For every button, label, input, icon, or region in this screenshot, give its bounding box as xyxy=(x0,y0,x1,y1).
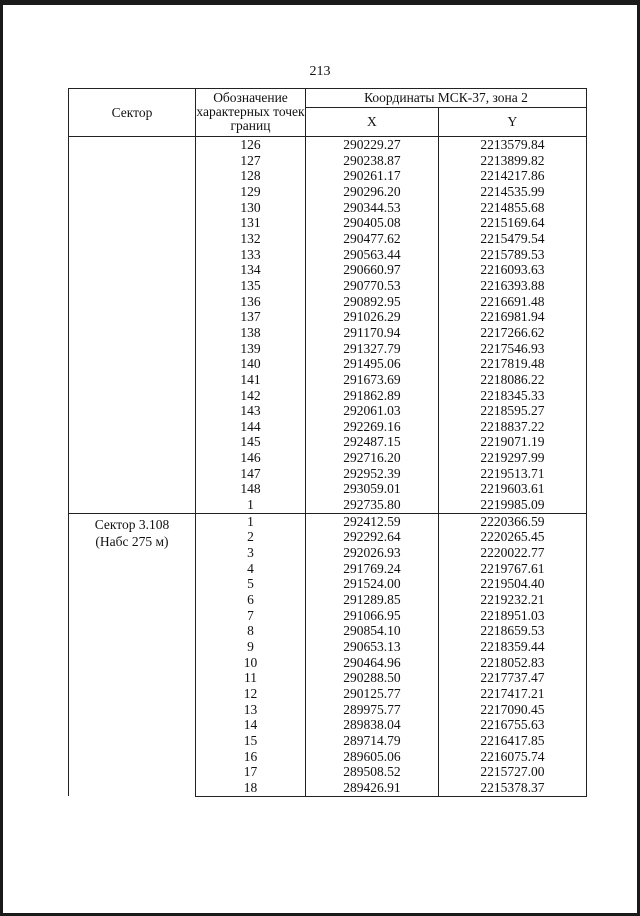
y-coordinate-cell: 2216755.63 xyxy=(438,717,586,733)
y-coordinate-cell: 2218086.22 xyxy=(438,372,586,388)
x-coordinate-cell: 290660.97 xyxy=(306,262,439,278)
y-coordinate-cell: 2218345.33 xyxy=(438,388,586,404)
x-coordinate-cell: 290344.53 xyxy=(306,200,439,216)
y-coordinate-cell: 2219985.09 xyxy=(438,497,586,513)
y-coordinate-cell: 2216691.48 xyxy=(438,294,586,310)
point-number-cell: 134 xyxy=(196,262,306,278)
x-coordinate-cell: 290477.62 xyxy=(306,231,439,247)
point-number-cell: 141 xyxy=(196,372,306,388)
point-number-cell: 9 xyxy=(196,639,306,655)
table-row xyxy=(69,513,587,529)
y-coordinate-cell: 2217417.21 xyxy=(438,686,586,702)
x-coordinate-cell: 289838.04 xyxy=(306,717,439,733)
y-coordinate-cell: 2217090.45 xyxy=(438,702,586,718)
y-coordinate-cell: 2219297.99 xyxy=(438,450,586,466)
x-coordinate-cell: 290653.13 xyxy=(306,639,439,655)
point-number-cell: 1 xyxy=(196,513,306,529)
y-coordinate-cell: 2219767.61 xyxy=(438,561,586,577)
point-number-cell: 127 xyxy=(196,153,306,169)
point-number-cell: 1 xyxy=(196,497,306,513)
y-coordinate-cell: 2216393.88 xyxy=(438,278,586,294)
y-coordinate-cell: 2218595.27 xyxy=(438,403,586,419)
x-coordinate-cell: 291066.95 xyxy=(306,608,439,624)
x-coordinate-cell: 290854.10 xyxy=(306,623,439,639)
x-coordinate-cell: 290125.77 xyxy=(306,686,439,702)
y-coordinate-cell: 2218837.22 xyxy=(438,419,586,435)
point-number-cell: 145 xyxy=(196,434,306,450)
point-number-cell: 147 xyxy=(196,466,306,482)
point-number-cell: 3 xyxy=(196,545,306,561)
y-coordinate-cell: 2217737.47 xyxy=(438,670,586,686)
point-number-cell: 6 xyxy=(196,592,306,608)
point-number-cell: 139 xyxy=(196,341,306,357)
x-coordinate-cell: 289426.91 xyxy=(306,780,439,796)
coordinates-header: Координаты МСК-37, зона 2 xyxy=(306,89,587,108)
x-coordinate-cell: 292269.16 xyxy=(306,419,439,435)
point-number-cell: 142 xyxy=(196,388,306,404)
x-coordinate-cell: 291524.00 xyxy=(306,576,439,592)
point-number-cell: 131 xyxy=(196,215,306,231)
x-coordinate-cell: 290405.08 xyxy=(306,215,439,231)
y-coordinate-cell: 2217546.93 xyxy=(438,341,586,357)
table-body xyxy=(69,137,587,797)
point-number-cell: 133 xyxy=(196,247,306,263)
point-mark-column-header: Обозначение характерных точек границ xyxy=(196,89,306,137)
table-row xyxy=(69,137,587,153)
y-coordinate-cell: 2213579.84 xyxy=(438,137,586,153)
point-number-cell: 5 xyxy=(196,576,306,592)
point-number-cell: 130 xyxy=(196,200,306,216)
x-coordinate-cell: 291495.06 xyxy=(306,356,439,372)
y-coordinate-cell: 2214535.99 xyxy=(438,184,586,200)
point-number-cell: 140 xyxy=(196,356,306,372)
y-coordinate-cell: 2219603.61 xyxy=(438,481,586,497)
point-number-cell: 17 xyxy=(196,764,306,780)
x-coordinate-cell: 293059.01 xyxy=(306,481,439,497)
point-number-cell: 12 xyxy=(196,686,306,702)
point-number-cell: 11 xyxy=(196,670,306,686)
point-number-cell: 13 xyxy=(196,702,306,718)
x-coordinate-cell: 290563.44 xyxy=(306,247,439,263)
sector-column-header: Сектор xyxy=(69,89,196,137)
table-header xyxy=(69,89,587,137)
x-coordinate-cell: 291170.94 xyxy=(306,325,439,341)
y-coordinate-cell: 2216417.85 xyxy=(438,733,586,749)
x-coordinate-cell: 290770.53 xyxy=(306,278,439,294)
x-coordinate-cell: 291026.29 xyxy=(306,309,439,325)
x-coordinate-cell: 289508.52 xyxy=(306,764,439,780)
point-number-cell: 8 xyxy=(196,623,306,639)
x-coordinate-cell: 291862.89 xyxy=(306,388,439,404)
x-coordinate-cell: 292487.15 xyxy=(306,434,439,450)
y-coordinate-cell: 2213899.82 xyxy=(438,153,586,169)
y-coordinate-cell: 2216093.63 xyxy=(438,262,586,278)
point-number-cell: 15 xyxy=(196,733,306,749)
x-coordinate-cell: 292716.20 xyxy=(306,450,439,466)
x-coordinate-cell: 289975.77 xyxy=(306,702,439,718)
y-coordinate-cell: 2217266.62 xyxy=(438,325,586,341)
point-number-cell: 129 xyxy=(196,184,306,200)
y-coordinate-cell: 2218052.83 xyxy=(438,655,586,671)
point-number-cell: 18 xyxy=(196,780,306,796)
y-coordinate-cell: 2220366.59 xyxy=(438,513,586,529)
point-number-cell: 143 xyxy=(196,403,306,419)
y-coordinate-cell: 2216075.74 xyxy=(438,749,586,765)
point-number-cell: 4 xyxy=(196,561,306,577)
point-number-cell: 138 xyxy=(196,325,306,341)
coordinates-table xyxy=(68,88,587,797)
x-coordinate-cell: 290464.96 xyxy=(306,655,439,671)
x-coordinate-cell: 290288.50 xyxy=(306,670,439,686)
y-coordinate-cell: 2215479.54 xyxy=(438,231,586,247)
y-coordinate-cell: 2219504.40 xyxy=(438,576,586,592)
point-number-cell: 144 xyxy=(196,419,306,435)
point-number-cell: 7 xyxy=(196,608,306,624)
x-coordinate-cell: 290229.27 xyxy=(306,137,439,153)
x-coordinate-cell: 289714.79 xyxy=(306,733,439,749)
point-number-cell: 148 xyxy=(196,481,306,497)
x-coordinate-cell: 292412.59 xyxy=(306,513,439,529)
point-number-cell: 10 xyxy=(196,655,306,671)
point-number-cell: 137 xyxy=(196,309,306,325)
y-coordinate-cell: 2220022.77 xyxy=(438,545,586,561)
y-coordinate-cell: 2214855.68 xyxy=(438,200,586,216)
x-coordinate-cell: 289605.06 xyxy=(306,749,439,765)
page-number: 213 xyxy=(309,64,331,79)
point-number-cell: 126 xyxy=(196,137,306,153)
point-number-cell: 136 xyxy=(196,294,306,310)
point-number-cell: 146 xyxy=(196,450,306,466)
y-coordinate-cell: 2219071.19 xyxy=(438,434,586,450)
point-number-cell: 132 xyxy=(196,231,306,247)
x-coordinate-cell: 290296.20 xyxy=(306,184,439,200)
y-column-header: Y xyxy=(438,108,586,137)
point-number-cell: 128 xyxy=(196,168,306,184)
x-coordinate-cell: 291673.69 xyxy=(306,372,439,388)
point-number-cell: 2 xyxy=(196,529,306,545)
scan-border-top xyxy=(0,0,640,5)
point-number-cell: 16 xyxy=(196,749,306,765)
y-coordinate-cell: 2218659.53 xyxy=(438,623,586,639)
x-coordinate-cell: 291769.24 xyxy=(306,561,439,577)
sector-cell: Сектор 3.108 (Набс 275 м) xyxy=(69,513,196,796)
x-coordinate-cell: 292061.03 xyxy=(306,403,439,419)
y-coordinate-cell: 2219232.21 xyxy=(438,592,586,608)
x-coordinate-cell: 290892.95 xyxy=(306,294,439,310)
point-number-cell: 135 xyxy=(196,278,306,294)
x-coordinate-cell: 291289.85 xyxy=(306,592,439,608)
sector-cell xyxy=(69,137,196,514)
y-coordinate-cell: 2216981.94 xyxy=(438,309,586,325)
y-coordinate-cell: 2215378.37 xyxy=(438,780,586,796)
y-coordinate-cell: 2215727.00 xyxy=(438,764,586,780)
x-coordinate-cell: 290261.17 xyxy=(306,168,439,184)
y-coordinate-cell: 2214217.86 xyxy=(438,168,586,184)
y-coordinate-cell: 2218951.03 xyxy=(438,608,586,624)
y-coordinate-cell: 2219513.71 xyxy=(438,466,586,482)
x-coordinate-cell: 291327.79 xyxy=(306,341,439,357)
y-coordinate-cell: 2215789.53 xyxy=(438,247,586,263)
y-coordinate-cell: 2215169.64 xyxy=(438,215,586,231)
point-number-cell: 14 xyxy=(196,717,306,733)
x-coordinate-cell: 292026.93 xyxy=(306,545,439,561)
y-coordinate-cell: 2217819.48 xyxy=(438,356,586,372)
x-coordinate-cell: 292952.39 xyxy=(306,466,439,482)
x-column-header: X xyxy=(306,108,439,137)
y-coordinate-cell: 2218359.44 xyxy=(438,639,586,655)
x-coordinate-cell: 292735.80 xyxy=(306,497,439,513)
y-coordinate-cell: 2220265.45 xyxy=(438,529,586,545)
scan-border-left xyxy=(0,0,3,916)
x-coordinate-cell: 290238.87 xyxy=(306,153,439,169)
x-coordinate-cell: 292292.64 xyxy=(306,529,439,545)
